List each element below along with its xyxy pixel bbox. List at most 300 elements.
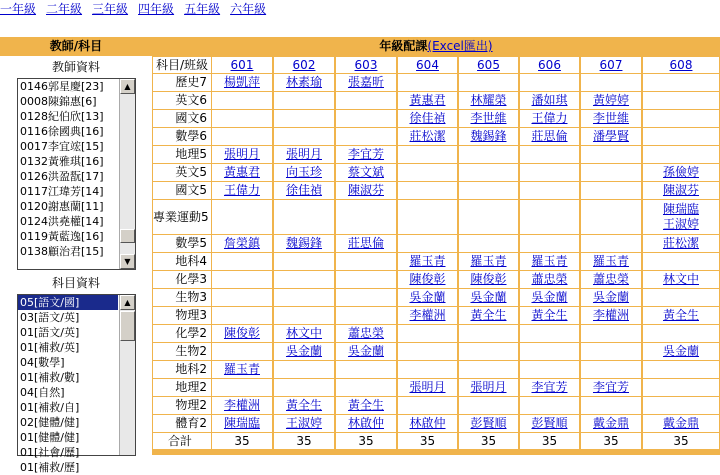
teacher-link[interactable]: 黃婷婷 (592, 93, 629, 107)
assignment-cell (274, 200, 334, 234)
assignment-cell (581, 289, 641, 306)
teacher-link[interactable]: 黃全生 (347, 398, 384, 412)
teacher-link[interactable]: 戴金鼎 (592, 416, 629, 430)
class-header (581, 57, 641, 73)
teacher-link[interactable]: 陳瑞臨 (223, 416, 260, 430)
assignment-cell (212, 164, 272, 181)
assignment-cell (274, 361, 334, 378)
teacher-subject-header: 教師/科目 (49, 39, 103, 53)
subject-label: 地科2 (153, 361, 211, 378)
teacher-link[interactable]: 魏錫鋒 (285, 236, 322, 250)
excel-export-link[interactable]: (Excel匯出) (427, 39, 493, 53)
scroll-thumb[interactable] (120, 311, 135, 341)
assignment-cell (274, 271, 334, 288)
left-panel (0, 56, 152, 474)
subject-label: 專業運動5 (153, 200, 211, 234)
assignment-cell (459, 415, 518, 432)
teacher-link[interactable]: 李權洲 (223, 398, 260, 412)
scroll-down-icon[interactable]: ▼ (120, 254, 135, 269)
class-link[interactable]: 604 (416, 58, 439, 72)
assignment-cell (581, 200, 641, 234)
teacher-link[interactable]: 陳淑芬 (662, 183, 699, 197)
subject-label: 地科4 (153, 253, 211, 270)
teacher-link[interactable]: 李世維 (470, 111, 507, 125)
assignment-cell (398, 397, 457, 414)
list-item[interactable]: 0116徐國典[16] (20, 125, 104, 138)
list-item[interactable]: 01[補救/英] (20, 341, 80, 354)
assignment-cell (212, 74, 272, 91)
teacher-link[interactable]: 林啟仲 (409, 416, 446, 430)
assignment-cell (459, 397, 518, 414)
assignment-cell (643, 235, 719, 252)
assignment-cell (581, 379, 641, 396)
assignment-cell (643, 146, 719, 163)
class-header (459, 57, 518, 73)
subject-label: 體育2 (153, 415, 211, 432)
teacher-link[interactable]: 李宜芳 (347, 147, 384, 161)
teacher-link[interactable]: 詹榮鎮 (223, 236, 260, 250)
assignment-cell (212, 253, 272, 270)
teacher-link[interactable]: 魏錫鋒 (470, 129, 507, 143)
assignment-cell (274, 92, 334, 109)
total-value: 35 (398, 433, 457, 449)
assignment-cell (274, 110, 334, 127)
subject-label: 數學6 (153, 128, 211, 145)
assignment-cell (520, 235, 579, 252)
assignment-cell (398, 271, 457, 288)
teacher-link[interactable]: 張明月 (223, 147, 260, 161)
assignment-cell (643, 164, 719, 181)
teacher-link[interactable]: 羅玉青 (592, 254, 629, 268)
grade-link[interactable]: 五年級 (184, 2, 221, 16)
teacher-link[interactable]: 莊松潔 (662, 236, 699, 250)
assignment-cell (398, 325, 457, 342)
subject-label: 化學2 (153, 325, 211, 342)
assignment-cell (212, 235, 272, 252)
assignment-cell (336, 74, 396, 91)
assignment-cell (643, 343, 719, 360)
assignment-cell (459, 182, 518, 199)
total-value: 35 (459, 433, 518, 449)
subject-label: 生物2 (153, 343, 211, 360)
assignment-cell (643, 271, 719, 288)
assignment-cell (520, 253, 579, 270)
list-item[interactable]: 04[自然] (20, 386, 65, 399)
assignment-cell (459, 128, 518, 145)
assignment-cell (274, 415, 334, 432)
teacher-link[interactable]: 莊思倫 (531, 129, 568, 143)
teacher-link[interactable]: 潘如琪 (531, 93, 568, 107)
list-item[interactable]: 01[健體/健] (20, 431, 80, 444)
teacher-link[interactable]: 李宜芳 (531, 380, 568, 394)
teacher-link[interactable]: 蕭忠榮 (592, 272, 629, 286)
teacher-link[interactable]: 彭賢順 (531, 416, 568, 430)
assignment-cell (398, 74, 457, 91)
assignment-cell (520, 307, 579, 324)
teacher-link[interactable]: 張明月 (409, 380, 446, 394)
assignment-cell (459, 74, 518, 91)
teacher-link[interactable]: 羅玉青 (409, 254, 446, 268)
list-item[interactable]: 0126洪盈翫[17] (20, 170, 104, 183)
assignment-cell (520, 92, 579, 109)
assignment-cell (274, 379, 334, 396)
teacher-link[interactable]: 吳金蘭 (592, 290, 629, 304)
teacher-listbox[interactable] (17, 78, 136, 270)
teacher-link[interactable]: 羅玉青 (470, 254, 507, 268)
assignment-cell (398, 128, 457, 145)
teacher-link[interactable]: 吳金蘭 (347, 344, 384, 358)
teacher-link[interactable]: 徐佳禎 (409, 111, 446, 125)
assignment-cell (336, 379, 396, 396)
assignment-cell (459, 253, 518, 270)
teacher-link[interactable]: 李世維 (592, 111, 629, 125)
grade-link[interactable]: 四年級 (138, 2, 175, 16)
assignment-cell (398, 110, 457, 127)
total-value: 35 (643, 433, 719, 449)
scroll-up-icon[interactable]: ▲ (120, 295, 135, 310)
list-item[interactable]: 0146郭星慶[23] (20, 80, 104, 93)
class-link[interactable]: 601 (230, 58, 254, 72)
list-item[interactable]: 0138顧治君[15] (20, 245, 104, 258)
assignment-cell (459, 164, 518, 181)
assignment-cell (336, 271, 396, 288)
assignment-cell (459, 289, 518, 306)
teacher-link[interactable]: 莊松潔 (409, 129, 446, 143)
subject-label: 物理2 (153, 397, 211, 414)
assignment-cell (398, 415, 457, 432)
subject-label: 化學3 (153, 271, 211, 288)
list-item[interactable]: 0120謝惠蘭[11] (20, 200, 104, 213)
assignment-cell (643, 253, 719, 270)
list-item[interactable]: 05[語文/國] (18, 295, 118, 310)
assignment-cell (520, 415, 579, 432)
column-header-corner: 科目/班級 (153, 57, 211, 73)
teacher-panel-title: 教師資料 (51, 60, 100, 74)
teacher-link[interactable]: 蔡文斌 (347, 165, 384, 179)
assignment-cell (274, 289, 334, 306)
assignment-cell (212, 146, 272, 163)
list-item[interactable]: 0132黃雅琪[16] (20, 155, 104, 168)
assignment-cell (643, 325, 719, 342)
assignment-cell (459, 235, 518, 252)
class-link[interactable]: 605 (477, 58, 500, 72)
teacher-link[interactable]: 向玉珍 (285, 165, 322, 179)
total-value: 35 (581, 433, 641, 449)
assignment-cell (336, 182, 396, 199)
teacher-link[interactable]: 楊凱萍 (223, 75, 260, 89)
teacher-link[interactable]: 李權洲 (409, 308, 446, 322)
grade-link[interactable]: 二年級 (46, 2, 83, 16)
assignment-cell (520, 74, 579, 91)
assignment-cell (520, 343, 579, 360)
subject-label: 生物3 (153, 289, 211, 306)
assignment-cell (336, 397, 396, 414)
teacher-link[interactable]: 徐佳禎 (285, 183, 322, 197)
assignment-cell (336, 343, 396, 360)
scroll-thumb[interactable] (120, 229, 135, 243)
teacher-link[interactable]: 黃惠君 (409, 93, 446, 107)
assignment-cell (212, 92, 272, 109)
assignment-cell (643, 182, 719, 199)
class-link[interactable]: 607 (599, 58, 623, 72)
assignment-cell (520, 146, 579, 163)
subject-label: 物理3 (153, 307, 211, 324)
assignment-cell (336, 235, 396, 252)
assignment-cell (643, 361, 719, 378)
assignment-cell (581, 110, 641, 127)
subject-label: 國文5 (153, 182, 211, 199)
teacher-link[interactable]: 蕭忠榮 (531, 272, 568, 286)
assignment-cell (520, 289, 579, 306)
teacher-link[interactable]: 吳金蘭 (409, 290, 446, 304)
teacher-list-items (18, 79, 118, 259)
assignment-cell (581, 146, 641, 163)
assignment-cell (398, 343, 457, 360)
subject-label: 歷史7 (153, 74, 211, 91)
assignment-cell (212, 361, 272, 378)
total-value: 35 (336, 433, 396, 449)
assignment-cell (274, 74, 334, 91)
teacher-link[interactable]: 吳金蘭 (662, 344, 699, 358)
total-value: 35 (520, 433, 579, 449)
teacher-link[interactable]: 林啟仲 (347, 416, 384, 430)
teacher-link[interactable]: 王淑婷 (285, 416, 322, 430)
assignment-cell (459, 92, 518, 109)
teacher-link[interactable]: 羅玉青 (531, 254, 568, 268)
schedule-frame (0, 37, 720, 474)
grade-link[interactable]: 六年級 (230, 2, 267, 16)
list-item[interactable]: 01[社會/歷] (20, 446, 80, 459)
assignment-cell (459, 146, 518, 163)
assignment-cell (643, 289, 719, 306)
assignment-cell (274, 146, 334, 163)
assignment-cell (274, 325, 334, 342)
list-item[interactable]: 04[數學] (20, 356, 65, 369)
list-item[interactable]: 01[補救/自] (20, 401, 80, 414)
assignment-cell (336, 289, 396, 306)
assignment-cell (336, 200, 396, 234)
assignment-cell (398, 146, 457, 163)
list-item[interactable]: 0119黃藍逸[16] (20, 230, 104, 243)
assignment-cell (581, 415, 641, 432)
grade-assignment-title: 年級配課 (379, 39, 428, 53)
list-item[interactable]: 01[補救/歷] (20, 461, 80, 474)
assignment-cell (520, 110, 579, 127)
assignment-cell (581, 182, 641, 199)
teacher-link[interactable]: 孫儉婷 (662, 165, 699, 179)
teacher-link[interactable]: 黃全生 (285, 398, 322, 412)
teacher-link[interactable]: 李宜芳 (592, 380, 629, 394)
assignment-cell (643, 74, 719, 91)
grade-link[interactable]: 一年級 (0, 2, 37, 16)
class-header (520, 57, 579, 73)
assignment-cell (274, 397, 334, 414)
teacher-link[interactable]: 彭賢順 (470, 416, 507, 430)
assignment-cell (520, 379, 579, 396)
list-item[interactable]: 0117江瑋芳[14] (20, 185, 104, 198)
teacher-link[interactable]: 張嘉昕 (347, 75, 384, 89)
teacher-link[interactable]: 黃惠君 (223, 165, 260, 179)
assignment-cell (336, 164, 396, 181)
assignment-cell (520, 164, 579, 181)
teacher-link[interactable]: 王偉力 (223, 183, 260, 197)
assignment-cell (459, 343, 518, 360)
assignment-cell (643, 200, 719, 234)
class-header (212, 57, 272, 73)
grade-assignment-header (152, 37, 720, 56)
assignment-cell (520, 271, 579, 288)
assignment-cell (581, 235, 641, 252)
teacher-link[interactable]: 陳瑞臨 (662, 202, 699, 216)
assignment-cell (643, 415, 719, 432)
teacher-link[interactable]: 李權洲 (592, 308, 629, 322)
assignment-cell (212, 110, 272, 127)
list-item[interactable]: 01[補救/數] (20, 371, 80, 384)
assignment-cell (212, 289, 272, 306)
teacher-link[interactable]: 黃全生 (531, 308, 568, 322)
teacher-link[interactable]: 潘學賢 (592, 129, 629, 143)
assignment-cell (581, 92, 641, 109)
assignment-cell (643, 307, 719, 324)
subject-label: 英文5 (153, 164, 211, 181)
assignment-cell (398, 307, 457, 324)
assignment-cell (212, 128, 272, 145)
teacher-link[interactable]: 張明月 (470, 380, 507, 394)
assignment-cell (520, 397, 579, 414)
assignment-cell (336, 307, 396, 324)
total-value: 35 (274, 433, 334, 449)
grade-nav (0, 0, 276, 18)
assignment-cell (274, 164, 334, 181)
assignment-cell (398, 361, 457, 378)
assignment-cell (520, 361, 579, 378)
subject-label: 國文6 (153, 110, 211, 127)
assignment-cell (398, 164, 457, 181)
assignment-cell (581, 128, 641, 145)
class-link[interactable]: 606 (538, 58, 561, 72)
total-label: 合計 (153, 433, 211, 449)
assignment-cell (274, 343, 334, 360)
assignment-cell (581, 343, 641, 360)
assignment-cell (581, 397, 641, 414)
assignment-cell (398, 235, 457, 252)
class-header (398, 57, 457, 73)
assignment-cell (212, 343, 272, 360)
assignment-cell (212, 325, 272, 342)
class-link[interactable]: 603 (354, 58, 378, 72)
teacher-link[interactable]: 吳金蘭 (285, 344, 322, 358)
teacher-link[interactable]: 莊思倫 (347, 236, 384, 250)
assignment-cell (520, 325, 579, 342)
assignment-cell (336, 325, 396, 342)
list-item[interactable]: 0008陳錦惠[6] (20, 95, 97, 108)
teacher-link[interactable]: 吳金蘭 (470, 290, 507, 304)
teacher-link[interactable]: 林耀榮 (470, 93, 507, 107)
total-value: 35 (212, 433, 272, 449)
assignment-cell (643, 110, 719, 127)
assignment-cell (336, 415, 396, 432)
assignment-cell (398, 92, 457, 109)
assignment-cell (336, 92, 396, 109)
list-item[interactable]: 0128紀伯欣[13] (20, 110, 104, 123)
teacher-link[interactable]: 林素瑜 (285, 75, 322, 89)
assignment-cell (643, 92, 719, 109)
teacher-link[interactable]: 王偉力 (531, 111, 568, 125)
list-item[interactable]: 0017李宜竤[15] (20, 140, 104, 153)
teacher-link[interactable]: 戴金鼎 (662, 416, 699, 430)
assignment-cell (520, 128, 579, 145)
teacher-link[interactable]: 陳俊彰 (470, 272, 507, 286)
subject-listbox[interactable] (17, 294, 136, 474)
teacher-link[interactable]: 黃全生 (470, 308, 507, 322)
teacher-link[interactable]: 張明月 (285, 147, 322, 161)
assignment-cell (336, 361, 396, 378)
list-item[interactable]: 0124洪堯權[14] (20, 215, 104, 228)
assignment-cell (459, 379, 518, 396)
assignment-cell (398, 200, 457, 234)
teacher-link[interactable]: 吳金蘭 (531, 290, 568, 304)
teacher-link[interactable]: 王淑婷 (662, 217, 699, 231)
teacher-link[interactable]: 陳俊彰 (409, 272, 446, 286)
list-item[interactable]: 01[語文/英] (20, 326, 80, 339)
subject-label: 地理5 (153, 146, 211, 163)
assignment-cell (520, 200, 579, 234)
class-link[interactable]: 602 (292, 58, 316, 72)
assignment-cell (643, 397, 719, 414)
teacher-link[interactable]: 林文中 (662, 272, 699, 286)
assignment-cell (336, 253, 396, 270)
assignment-cell (212, 182, 272, 199)
subject-scrollbar[interactable] (119, 295, 135, 455)
class-header (274, 57, 334, 73)
assignment-cell (459, 325, 518, 342)
assignment-cell (212, 415, 272, 432)
teacher-link[interactable]: 陳淑芬 (347, 183, 384, 197)
subject-label: 英文6 (153, 92, 211, 109)
assignment-cell (212, 379, 272, 396)
list-item[interactable]: 02[健體/健] (20, 416, 80, 429)
scroll-up-icon[interactable]: ▲ (120, 79, 135, 94)
teacher-link[interactable]: 黃全生 (662, 308, 699, 322)
teacher-link[interactable]: 陳俊彰 (223, 326, 260, 340)
assignment-cell (336, 110, 396, 127)
assignment-cell (520, 182, 579, 199)
list-item[interactable]: 03[語文/英] (20, 311, 80, 324)
class-link[interactable]: 608 (669, 58, 693, 72)
assignment-cell (336, 146, 396, 163)
teacher-scrollbar[interactable] (119, 79, 135, 269)
class-header (643, 57, 719, 73)
assignment-cell (274, 182, 334, 199)
teacher-link[interactable]: 羅玉青 (223, 362, 260, 376)
grade-link[interactable]: 三年級 (92, 2, 129, 16)
assignment-cell (581, 253, 641, 270)
subject-list-items (18, 295, 118, 475)
assignment-cell (212, 397, 272, 414)
assignment-cell (581, 164, 641, 181)
assignment-cell (581, 271, 641, 288)
assignment-cell (459, 200, 518, 234)
subject-panel-title: 科目資料 (51, 276, 100, 290)
assignment-cell (336, 128, 396, 145)
teacher-link[interactable]: 蕭忠榮 (347, 326, 384, 340)
teacher-link[interactable]: 林文中 (285, 326, 322, 340)
assignment-cell (581, 74, 641, 91)
assignment-cell (459, 307, 518, 324)
subject-label: 地理2 (153, 379, 211, 396)
subject-label: 數學5 (153, 235, 211, 252)
assignment-cell (398, 182, 457, 199)
